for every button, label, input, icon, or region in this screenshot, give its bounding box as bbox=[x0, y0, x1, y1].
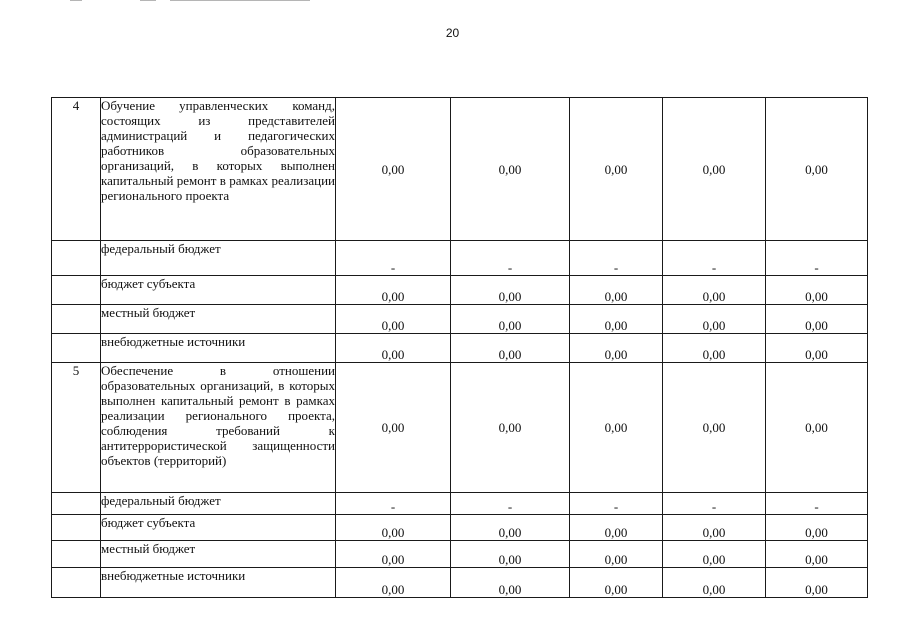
value-cell: 0,00 bbox=[663, 363, 766, 493]
value-cell: 0,00 bbox=[570, 515, 663, 541]
value-cell: 0,00 bbox=[663, 334, 766, 363]
table-row bbox=[52, 568, 868, 598]
value-cell: 0,00 bbox=[663, 305, 766, 334]
funding-source-label: внебюджетные источники bbox=[101, 568, 336, 598]
value-cell: 0,00 bbox=[336, 363, 451, 493]
table-row bbox=[52, 515, 868, 541]
value-cell: - bbox=[766, 241, 868, 276]
row-number: 4 bbox=[52, 98, 101, 241]
funding-source-label: внебюджетные источники bbox=[101, 334, 336, 363]
value-cell: 0,00 bbox=[336, 568, 451, 598]
value-cell: - bbox=[663, 241, 766, 276]
value-cell: - bbox=[451, 493, 570, 515]
value-cell: 0,00 bbox=[336, 276, 451, 305]
row-number bbox=[52, 241, 101, 276]
page-number: 20 bbox=[445, 26, 460, 40]
value-cell: 0,00 bbox=[451, 541, 570, 568]
value-cell: 0,00 bbox=[570, 334, 663, 363]
table-row bbox=[52, 98, 868, 241]
value-cell: 0,00 bbox=[570, 363, 663, 493]
value-cell: 0,00 bbox=[766, 568, 868, 598]
table-row bbox=[52, 305, 868, 334]
value-cell: 0,00 bbox=[570, 276, 663, 305]
value-cell: - bbox=[570, 241, 663, 276]
value-cell: - bbox=[336, 493, 451, 515]
event-description: Обучение управленческих команд, состоящих из представителей администраций и педагогических работников образовательных организаций, в которых выполнен капитальный ремонт в рамках реализации регионального проекта bbox=[101, 98, 336, 241]
table-row bbox=[52, 276, 868, 305]
scan-artifact-line bbox=[70, 0, 82, 1]
row-number bbox=[52, 334, 101, 363]
value-cell: 0,00 bbox=[766, 541, 868, 568]
value-cell: 0,00 bbox=[766, 334, 868, 363]
value-cell: 0,00 bbox=[766, 305, 868, 334]
row-number bbox=[52, 515, 101, 541]
row-number bbox=[52, 568, 101, 598]
value-cell: - bbox=[451, 241, 570, 276]
value-cell: 0,00 bbox=[336, 305, 451, 334]
row-number bbox=[52, 541, 101, 568]
value-cell: - bbox=[663, 493, 766, 515]
value-cell: 0,00 bbox=[451, 98, 570, 241]
value-cell: - bbox=[766, 493, 868, 515]
scan-artifact-line bbox=[140, 0, 156, 1]
value-cell: 0,00 bbox=[570, 305, 663, 334]
value-cell: 0,00 bbox=[663, 541, 766, 568]
value-cell: 0,00 bbox=[451, 515, 570, 541]
value-cell: 0,00 bbox=[336, 334, 451, 363]
value-cell: 0,00 bbox=[336, 541, 451, 568]
funding-source-label: местный бюджет bbox=[101, 305, 336, 334]
value-cell: - bbox=[570, 493, 663, 515]
funding-source-label: федеральный бюджет bbox=[101, 493, 336, 515]
value-cell: 0,00 bbox=[451, 305, 570, 334]
row-number bbox=[52, 305, 101, 334]
table-row bbox=[52, 493, 868, 515]
table-row bbox=[52, 541, 868, 568]
value-cell: 0,00 bbox=[663, 276, 766, 305]
value-cell: 0,00 bbox=[451, 334, 570, 363]
value-cell: 0,00 bbox=[451, 276, 570, 305]
value-cell: 0,00 bbox=[766, 98, 868, 241]
value-cell: 0,00 bbox=[766, 515, 868, 541]
value-cell: 0,00 bbox=[570, 568, 663, 598]
value-cell: 0,00 bbox=[766, 363, 868, 493]
row-number bbox=[52, 276, 101, 305]
row-number bbox=[52, 493, 101, 515]
value-cell: 0,00 bbox=[336, 98, 451, 241]
value-cell: 0,00 bbox=[570, 541, 663, 568]
value-cell: 0,00 bbox=[336, 515, 451, 541]
event-description: Обеспечение в отношении образовательных организаций, в которых выполнен капитальный ремонт в рамках реализации регионального проекта, соблюдения требований к антитеррористической защищенности объектов (территорий) bbox=[101, 363, 336, 493]
value-cell: - bbox=[336, 241, 451, 276]
value-cell: 0,00 bbox=[451, 363, 570, 493]
value-cell: 0,00 bbox=[663, 98, 766, 241]
scan-artifact-line bbox=[170, 0, 310, 1]
value-cell: 0,00 bbox=[766, 276, 868, 305]
value-cell: 0,00 bbox=[663, 568, 766, 598]
value-cell: 0,00 bbox=[663, 515, 766, 541]
funding-source-label: бюджет субъекта bbox=[101, 276, 336, 305]
row-number: 5 bbox=[52, 363, 101, 493]
funding-source-label: федеральный бюджет bbox=[101, 241, 336, 276]
funding-source-label: местный бюджет bbox=[101, 541, 336, 568]
budget-table bbox=[51, 97, 868, 598]
table-row bbox=[52, 241, 868, 276]
table-row bbox=[52, 334, 868, 363]
funding-source-label: бюджет субъекта bbox=[101, 515, 336, 541]
table-row bbox=[52, 363, 868, 493]
value-cell: 0,00 bbox=[570, 98, 663, 241]
value-cell: 0,00 bbox=[451, 568, 570, 598]
